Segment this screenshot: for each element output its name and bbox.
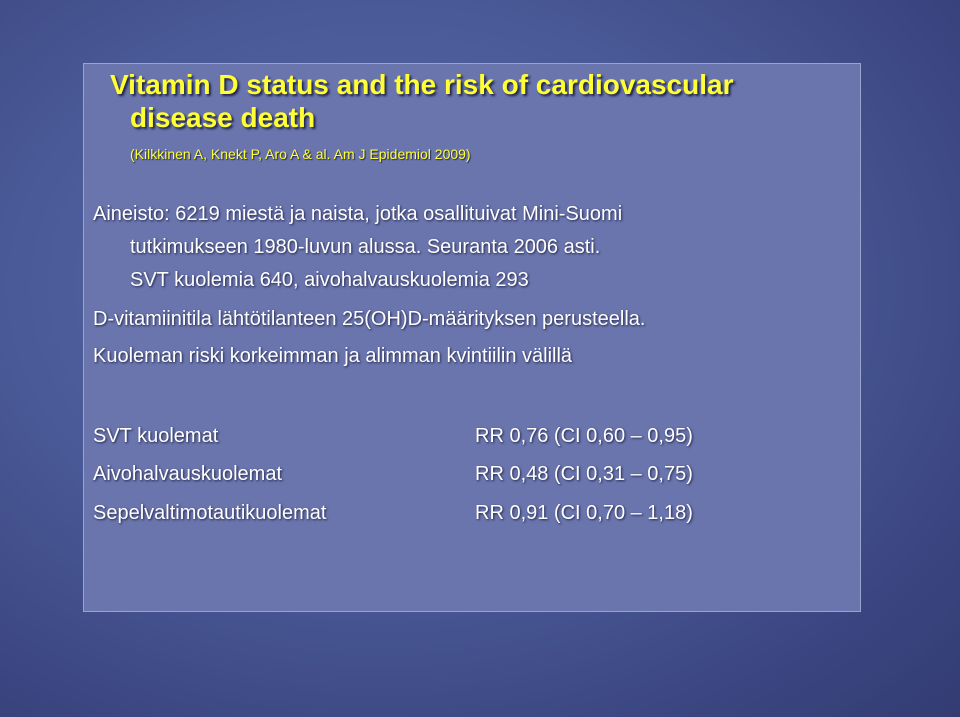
result-label: Aivohalvauskuolemat — [93, 463, 282, 485]
body-line-5: Kuoleman riski korkeimman ja alimman kvintiilin välillä — [93, 345, 573, 367]
title-line-1: Vitamin D status and the risk of cardiovascular — [110, 69, 734, 100]
result-label: SVT kuolemat — [93, 425, 219, 447]
body-line-4: D-vitamiinitila lähtötilanteen 25(OH)D-määrityksen perusteella. — [93, 308, 646, 330]
result-label: Sepelvaltimotautikuolemat — [93, 502, 327, 524]
citation: (Kilkkinen A, Knekt P, Aro A & al. Am J Epidemiol 2009) — [130, 146, 471, 162]
body-line-1: Aineisto: 6219 miestä ja naista, jotka osallituivat Mini-Suomi — [93, 203, 623, 225]
title-line-2: disease death — [130, 102, 316, 133]
result-value: RR 0,76 (CI 0,60 – 0,95) — [475, 425, 693, 447]
result-value: RR 0,91 (CI 0,70 – 1,18) — [475, 502, 693, 524]
slide-title — [110, 68, 850, 134]
body-line-3: SVT kuolemia 640, aivohalvauskuolemia 293 — [130, 269, 529, 291]
body-line-2: tutkimukseen 1980-luvun alussa. Seuranta 2006 asti. — [130, 236, 601, 258]
result-value: RR 0,48 (CI 0,31 – 0,75) — [475, 463, 693, 485]
